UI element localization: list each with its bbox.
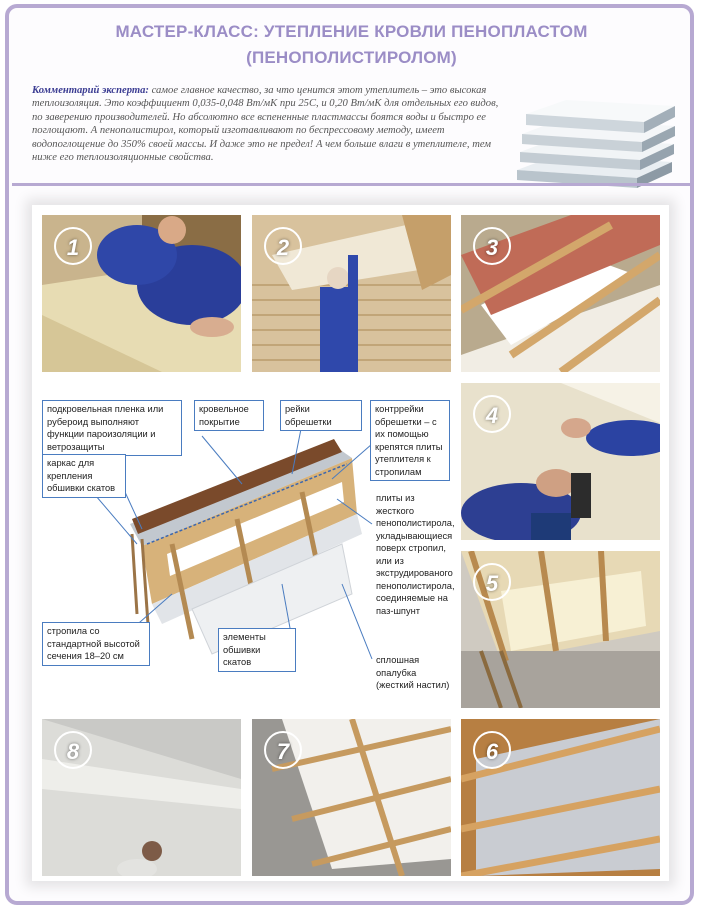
foam-boards-image — [512, 92, 677, 192]
step-number-3: 3 — [473, 227, 511, 265]
step-photo-1 — [42, 215, 241, 372]
label-battens: рейки обрешетки — [280, 400, 362, 431]
step-number-7: 7 — [264, 731, 302, 769]
label-roofing: кровельное покрытие — [194, 400, 264, 431]
step-number-4: 4 — [473, 395, 511, 433]
expert-comment — [32, 84, 502, 164]
step-photo-7 — [252, 719, 451, 876]
label-sheathing: элементы обшивки скатов — [218, 628, 296, 672]
step-number-6: 6 — [473, 731, 511, 769]
step-photo-5 — [461, 551, 660, 708]
header-divider — [12, 183, 691, 186]
label-rafters: стропила со стандартной высотой сечения 18–20 см — [42, 622, 150, 666]
expert-comment-lead: Комментарий эксперта: — [32, 85, 149, 96]
page-title: МАСТЕР-КЛАСС: УТЕПЛЕНИЕ КРОВЛИ ПЕНОПЛАСТОМ — [115, 22, 588, 41]
label-frame: каркас для крепления обшивки скатов — [42, 454, 126, 498]
step-photo-6 — [461, 719, 660, 876]
step-number-1: 1 — [54, 227, 92, 265]
step-number-5: 5 — [473, 563, 511, 601]
step-photo-3 — [461, 215, 660, 372]
page-subtitle: (ПЕНОПОЛИСТИРОЛОМ) — [246, 48, 457, 67]
label-counter-battens: контррейки обрешетки – с их помощью крепятся плиты утеплителя к стропилам — [370, 400, 450, 481]
label-decking: сплошная опалубка (жесткий настил) — [376, 655, 450, 690]
label-underlay-film: подкровельная пленка или рубероид выполняют функции пароизоляции и ветрозащиты — [42, 400, 182, 456]
label-foam-slabs: плиты из жесткого пенополистирола, укладывающиеся поверх стропил, или из экструдированого пенополистирола, соединяемые на паз-шпунт — [376, 493, 455, 616]
step-photo-4 — [461, 383, 660, 540]
step-photo-8 — [42, 719, 241, 876]
roof-insulation-diagram — [42, 384, 455, 700]
step-number-8: 8 — [54, 731, 92, 769]
expert-comment-text: самое главное качество, за что ценится этот утеплитель – это высокая теплоизоляция. Это коэффициент 0,035-0,048 Вт/мК при 25С, и 0,20 Вт/мК для отдельных его видов, по заверению производителей. Но абсолютно все вспененные пластмассы боятся воды и быстро ее поглощают. А пенополистирол, который изготавливают по беспрессовому методу, имеет водопоглощение до 350% своей массы. И даже это не предел! А чем больше влаги в утеплителе, тем ниже его теплоизоляционные свойства. — [32, 85, 499, 164]
step-number-2: 2 — [264, 227, 302, 265]
step-photo-2 — [252, 215, 451, 372]
